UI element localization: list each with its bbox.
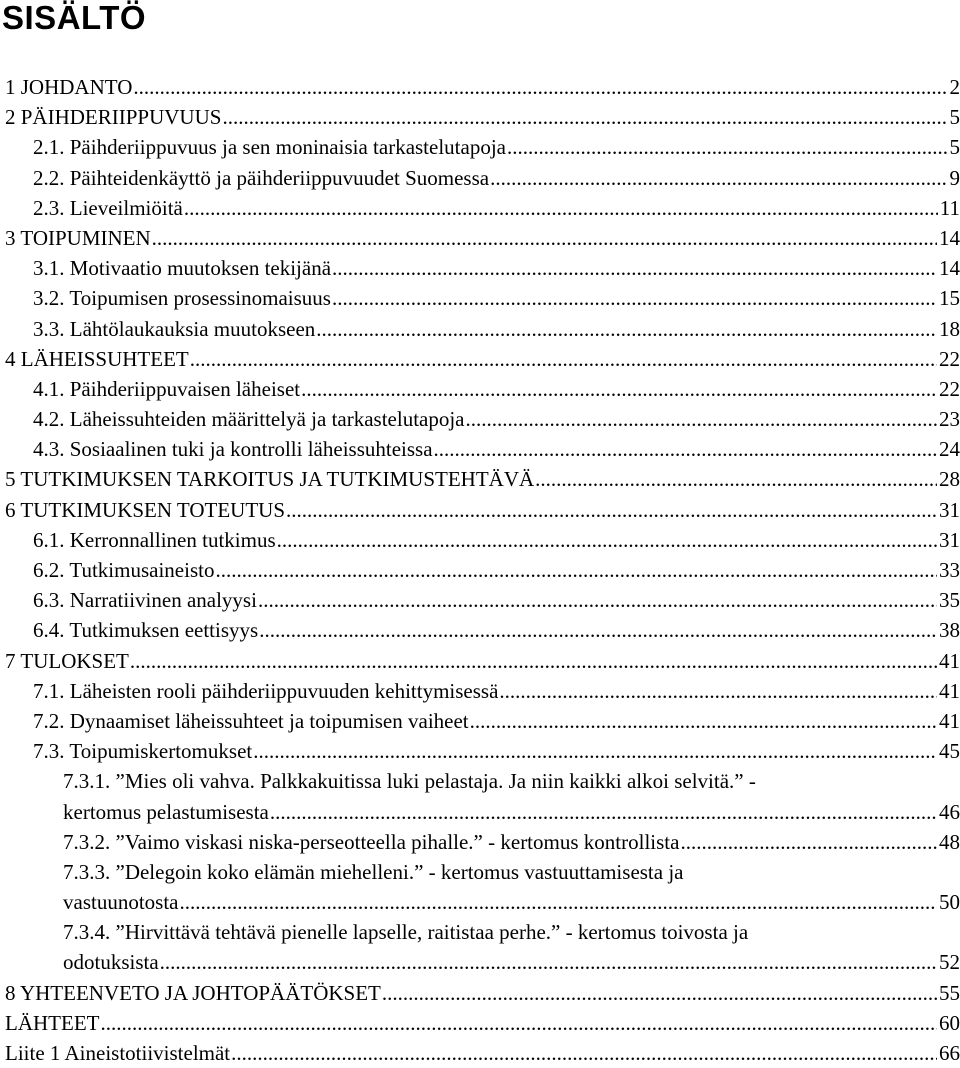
table-of-contents [0, 72, 960, 1068]
toc-entry[interactable] [0, 464, 960, 494]
toc-entry-page-number: 45 [939, 736, 960, 766]
toc-entry-line [63, 917, 960, 947]
toc-entry-line [33, 253, 960, 283]
toc-entry-line [63, 857, 960, 887]
toc-entry-page-number: 46 [939, 797, 960, 827]
toc-entry[interactable] [0, 193, 960, 223]
toc-entry-line [5, 495, 960, 525]
toc-entry-title: 7.3. Toipumiskertomukset [33, 736, 252, 766]
dot-leader [133, 72, 947, 102]
toc-entry[interactable] [0, 525, 960, 555]
toc-entry[interactable] [0, 736, 960, 766]
dot-leader [499, 676, 937, 706]
toc-entry-title: 5 TUTKIMUKSEN TARKOITUS JA TUTKIMUSTEHTÄVÄ [5, 464, 534, 494]
toc-entry[interactable] [0, 163, 960, 193]
toc-entry[interactable] [0, 978, 960, 1008]
toc-entry-page-number: 28 [939, 464, 960, 494]
toc-entry-title: 6 TUTKIMUKSEN TOTEUTUS [5, 495, 285, 525]
dot-leader [466, 404, 937, 434]
toc-entry[interactable] [0, 132, 960, 162]
toc-entry-line [33, 525, 960, 555]
toc-entry-page-number: 31 [939, 495, 960, 525]
toc-entry[interactable] [0, 646, 960, 676]
toc-entry[interactable] [0, 706, 960, 736]
dot-leader [490, 163, 947, 193]
toc-entry-page-number: 41 [939, 646, 960, 676]
toc-entry-title: Liite 1 Aineistotiivistelmät [5, 1038, 230, 1068]
toc-entry-line [63, 766, 960, 796]
toc-entry-line [33, 676, 960, 706]
toc-entry-line [63, 887, 960, 917]
toc-entry-line [5, 464, 960, 494]
toc-entry-page-number: 52 [939, 947, 960, 977]
toc-entry-title: 7.3.1. ”Mies oli vahva. Palkkakuitissa luki pelastaja. Ja niin kaikki alkoi selvitä.” - [63, 766, 756, 796]
dot-leader [270, 797, 937, 827]
toc-entry-line [5, 102, 960, 132]
toc-entry-title: 4.3. Sosiaalinen tuki ja kontrolli läheissuhteissa [33, 434, 433, 464]
dot-leader [180, 887, 938, 917]
dot-leader [253, 736, 937, 766]
toc-entry-title: 3.2. Toipumisen prosessinomaisuus [33, 283, 331, 313]
toc-entry-line [5, 1008, 960, 1038]
toc-entry-title: LÄHTEET [5, 1008, 99, 1038]
toc-entry-line [5, 223, 960, 253]
toc-entry-page-number: 48 [939, 827, 960, 857]
toc-entry-page-number: 24 [939, 434, 960, 464]
toc-entry[interactable] [0, 585, 960, 615]
dot-leader [152, 223, 937, 253]
dot-leader [277, 525, 937, 555]
toc-entry[interactable] [0, 102, 960, 132]
toc-entry-title: 7.3.4. ”Hirvittävä tehtävä pienelle lapselle, raitistaa perhe.” - kertomus toivosta ja [63, 917, 748, 947]
toc-entry-line [5, 978, 960, 1008]
toc-entry-line [33, 163, 960, 193]
toc-entry-title: 7 TULOKSET [5, 646, 129, 676]
dot-leader [535, 464, 937, 494]
toc-entry[interactable] [0, 1008, 960, 1038]
toc-entry[interactable] [0, 223, 960, 253]
dot-leader [470, 706, 937, 736]
toc-entry-line [33, 314, 960, 344]
toc-entry[interactable] [0, 344, 960, 374]
toc-entry-title: 7.3.2. ”Vaimo viskasi niska-perseotteella pihalle.” - kertomus kontrollista [63, 827, 679, 857]
toc-entry[interactable] [0, 887, 960, 917]
toc-entry-page-number: 11 [940, 193, 960, 223]
toc-entry-title: 8 YHTEENVETO JA JOHTOPÄÄTÖKSET [5, 978, 381, 1008]
dot-leader [231, 1038, 937, 1068]
dot-leader [100, 1008, 937, 1038]
toc-entry-line [63, 797, 960, 827]
toc-entry-line [33, 374, 960, 404]
toc-entry-title: 3.3. Lähtölaukauksia muutokseen [33, 314, 315, 344]
dot-leader [258, 585, 937, 615]
dot-leader [316, 314, 937, 344]
page-title: SISÄLTÖ [2, 0, 146, 38]
toc-entry-page-number: 41 [939, 706, 960, 736]
toc-entry[interactable] [0, 676, 960, 706]
dot-leader [184, 193, 938, 223]
toc-entry[interactable] [0, 1038, 960, 1068]
dot-leader [434, 434, 937, 464]
toc-entry-title: 6.1. Kerronnallinen tutkimus [33, 525, 276, 555]
toc-entry[interactable] [0, 283, 960, 313]
toc-entry-line [33, 615, 960, 645]
dot-leader [190, 344, 937, 374]
toc-entry[interactable] [0, 72, 960, 102]
toc-entry-page-number: 60 [939, 1008, 960, 1038]
toc-entry-page-number: 15 [939, 283, 960, 313]
toc-entry-page-number: 22 [939, 344, 960, 374]
toc-entry-title: 7.2. Dynaamiset läheissuhteet ja toipumisen vaiheet [33, 706, 469, 736]
toc-entry-title: 2.1. Päihderiippuvuus ja sen moninaisia tarkastelutapoja [33, 132, 506, 162]
toc-entry-title: 2.3. Lieveilmiöitä [33, 193, 183, 223]
toc-entry-line [33, 706, 960, 736]
toc-entry-line [33, 132, 960, 162]
dot-leader [222, 102, 947, 132]
toc-entry-title: kertomus pelastumisesta [63, 797, 269, 827]
toc-entry-page-number: 22 [939, 374, 960, 404]
toc-entry-line [33, 585, 960, 615]
toc-entry-line [63, 827, 960, 857]
toc-entry-title: 6.3. Narratiivinen analyysi [33, 585, 257, 615]
toc-entry-line [63, 947, 960, 977]
toc-entry-title: 6.2. Tutkimusaineisto [33, 555, 214, 585]
toc-entry-page-number: 5 [950, 132, 960, 162]
toc-entry-page-number: 23 [939, 404, 960, 434]
toc-entry-title: 3.1. Motivaatio muutoksen tekijänä [33, 253, 331, 283]
toc-entry-title: 2 PÄIHDERIIPPUVUUS [5, 102, 221, 132]
toc-entry-title: 7.1. Läheisten rooli päihderiippuvuuden kehittymisessä [33, 676, 498, 706]
toc-entry-page-number: 38 [939, 615, 960, 645]
toc-entry[interactable] [0, 857, 960, 887]
toc-entry-title: 7.3.3. ”Delegoin koko elämän miehelleni.” - kertomus vastuuttamisesta ja [63, 857, 684, 887]
toc-entry-line [33, 404, 960, 434]
dot-leader [507, 132, 948, 162]
dot-leader [301, 374, 937, 404]
toc-entry[interactable] [0, 766, 960, 796]
toc-entry[interactable] [0, 404, 960, 434]
toc-entry-page-number: 31 [939, 525, 960, 555]
toc-entry-title: 2.2. Päihteidenkäyttö ja päihderiippuvuudet Suomessa [33, 163, 489, 193]
toc-entry[interactable] [0, 555, 960, 585]
toc-entry-line [5, 344, 960, 374]
toc-entry-page-number: 55 [939, 978, 960, 1008]
dot-leader [332, 253, 937, 283]
dot-leader [160, 947, 937, 977]
toc-entry-title: 6.4. Tutkimuksen eettisyys [33, 615, 258, 645]
toc-entry[interactable] [0, 947, 960, 977]
toc-entry[interactable] [0, 314, 960, 344]
toc-entry-page-number: 66 [939, 1038, 960, 1068]
toc-entry[interactable] [0, 827, 960, 857]
dot-leader [130, 646, 937, 676]
toc-entry-line [5, 646, 960, 676]
toc-entry[interactable] [0, 797, 960, 827]
toc-entry[interactable] [0, 615, 960, 645]
toc-entry[interactable] [0, 495, 960, 525]
toc-entry-page-number: 33 [939, 555, 960, 585]
toc-entry-page-number: 50 [939, 887, 960, 917]
toc-entry-title: 4.2. Läheissuhteiden määrittelyä ja tarkastelutapoja [33, 404, 465, 434]
toc-entry-title: 3 TOIPUMINEN [5, 223, 151, 253]
toc-entry-page-number: 5 [950, 102, 960, 132]
toc-entry[interactable] [0, 917, 960, 947]
toc-entry-line [33, 555, 960, 585]
dot-leader [215, 555, 937, 585]
toc-entry[interactable] [0, 253, 960, 283]
toc-entry-page-number: 14 [939, 223, 960, 253]
toc-entry-line [33, 736, 960, 766]
dot-leader [332, 283, 937, 313]
dot-leader [382, 978, 937, 1008]
toc-entry-line [5, 1038, 960, 1068]
toc-entry-page-number: 14 [939, 253, 960, 283]
toc-entry-title: 4.1. Päihderiippuvaisen läheiset [33, 374, 300, 404]
toc-entry-title: 1 JOHDANTO [5, 72, 132, 102]
dot-leader [680, 827, 937, 857]
toc-entry-title: odotuksista [63, 947, 159, 977]
toc-entry-title: vastuunotosta [63, 887, 179, 917]
toc-entry-line [33, 193, 960, 223]
toc-entry-line [5, 72, 960, 102]
toc-entry-line [33, 283, 960, 313]
toc-entry[interactable] [0, 434, 960, 464]
toc-entry-page-number: 2 [950, 72, 960, 102]
toc-entry-page-number: 18 [939, 314, 960, 344]
toc-entry-page-number: 41 [939, 676, 960, 706]
toc-entry[interactable] [0, 374, 960, 404]
toc-entry-page-number: 35 [939, 585, 960, 615]
dot-leader [286, 495, 937, 525]
toc-entry-line [33, 434, 960, 464]
toc-entry-title: 4 LÄHEISSUHTEET [5, 344, 189, 374]
toc-entry-page-number: 9 [950, 163, 960, 193]
dot-leader [259, 615, 937, 645]
